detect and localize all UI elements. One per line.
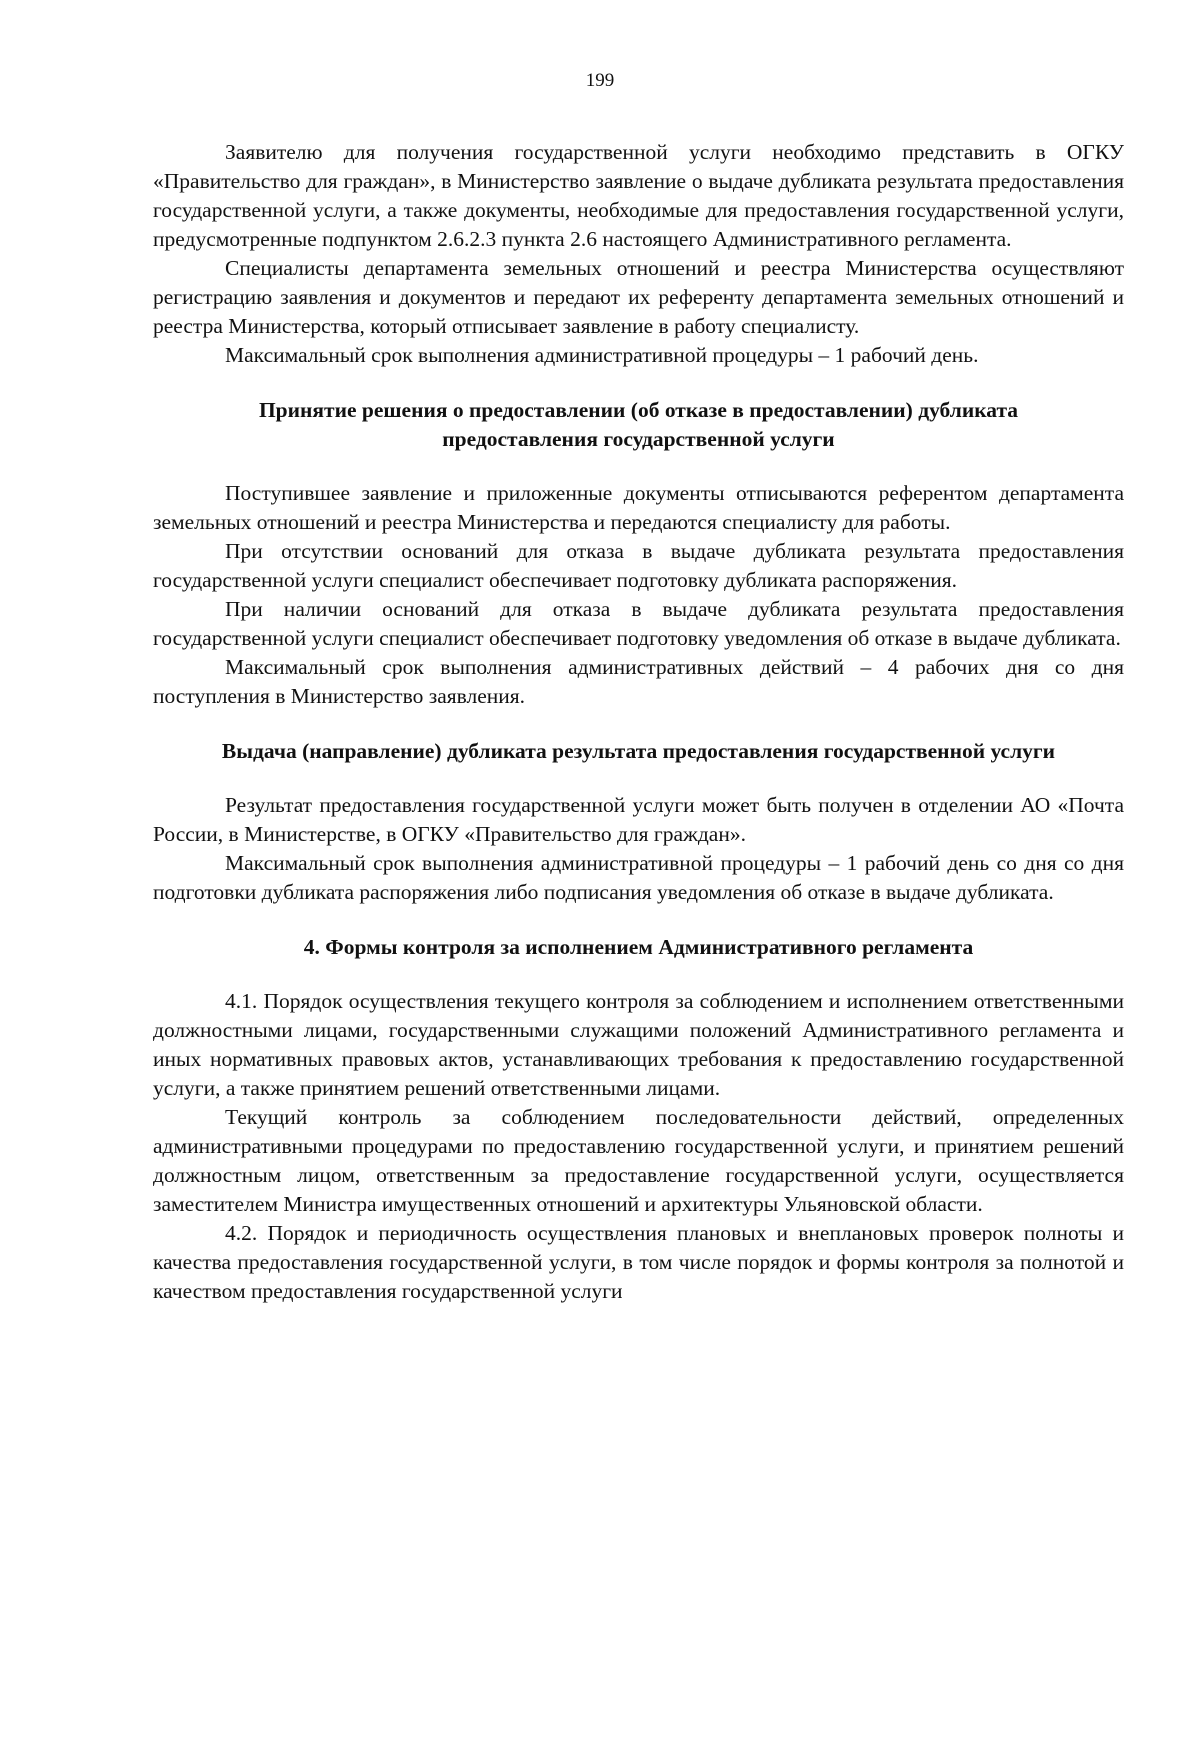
paragraph: 4.2. Порядок и периодичность осуществления плановых и внеплановых проверок полноты и качества предоставления государственной услуги, в том числе порядок и формы контроля за полнотой и качеством предоставления государственной услуги [153, 1221, 1124, 1303]
paragraph: Поступившее заявление и приложенные документы отписываются референтом департамента земельных отношений и реестра Министерства и передаются специалисту для работы. [153, 481, 1124, 534]
paragraph: Заявителю для получения государственной услуги необходимо представить в ОГКУ «Правительство для граждан», в Министерство заявление о выдаче дубликата результата предоставления государственной услуги, а также документы, необходимые для предоставления государственной услуги, предусмотренные подпунктом 2.6.2.3 пункта 2.6 настоящего Административного регламента. [153, 140, 1124, 251]
paragraph: Текущий контроль за соблюдением последовательности действий, определенных административными процедурами по предоставлению государственной услуги, и принятием решений должностным лицом, ответственным за предоставление государственной услуги, осуществляется заместителем Министра имущественных отношений и архитектуры Ульяновской области. [153, 1105, 1124, 1216]
paragraph: При отсутствии оснований для отказа в выдаче дубликата результата предоставления государственной услуги специалист обеспечивает подготовку дубликата распоряжения. [153, 539, 1124, 592]
paragraph: Максимальный срок выполнения административных действий – 4 рабочих дня со дня поступления в Министерство заявления. [153, 655, 1124, 708]
paragraph: Специалисты департамента земельных отношений и реестра Министерства осуществляют регистрацию заявления и документов и передают их референту департамента земельных отношений и реестра Министерства, который отписывает заявление в работу специалисту. [153, 256, 1124, 338]
paragraph: 4.1. Порядок осуществления текущего контроля за соблюдением и исполнением ответственными должностными лицами, государственными служащими положений Административного регламента и иных нормативных правовых актов, устанавливающих требования к предоставлению государственной услуги, а также принятием решений ответственными лицами. [153, 989, 1124, 1100]
section-heading: Принятие решения о предоставлении (об отказе в предоставлении) дубликата предоставления государственной услуги [258, 398, 1019, 451]
paragraph: Результат предоставления государственной услуги может быть получен в отделении АО «Почта России, в Министерстве, в ОГКУ «Правительство для граждан». [153, 793, 1124, 846]
paragraph: Максимальный срок выполнения административной процедуры – 1 рабочий день. [225, 343, 979, 367]
section-heading: Выдача (направление) дубликата результата предоставления государственной услуги [221, 739, 1056, 763]
page-number: 199 [585, 70, 615, 91]
paragraph: При наличии оснований для отказа в выдаче дубликата результата предоставления государственной услуги специалист обеспечивает подготовку уведомления об отказе в выдаче дубликата. [153, 597, 1124, 650]
paragraph: Максимальный срок выполнения административной процедуры – 1 рабочий день со дня со дня подготовки дубликата распоряжения либо подписания уведомления об отказе в выдаче дубликата. [153, 851, 1124, 904]
document-body [153, 138, 1124, 1306]
chapter-heading: 4. Формы контроля за исполнением Административного регламента [303, 935, 974, 959]
